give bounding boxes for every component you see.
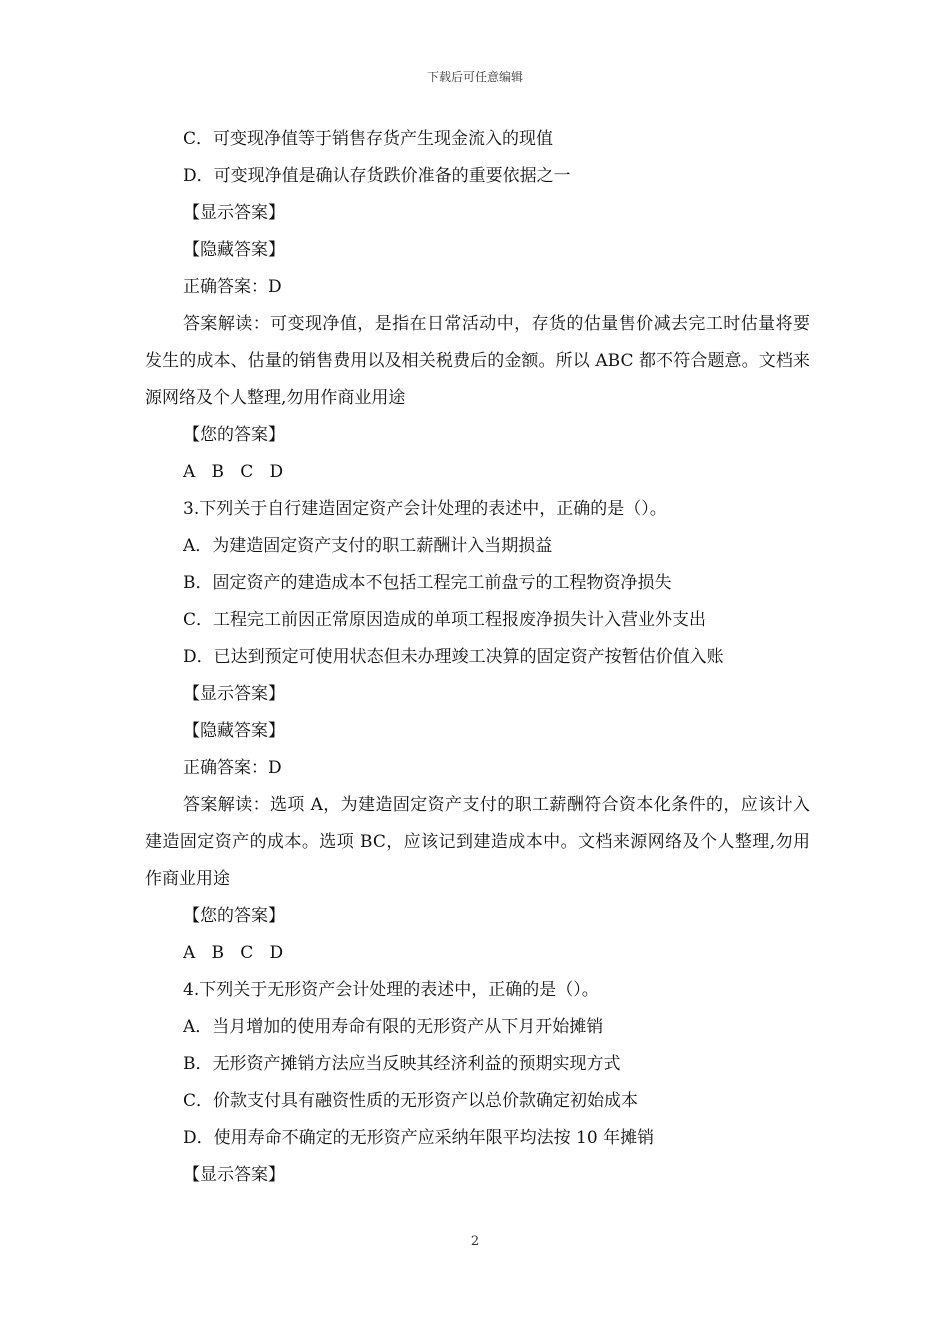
q3-option-c: C．工程完工前因正常原因造成的单项工程报废净损失计入营业外支出: [183, 610, 707, 630]
q3-question: 3.下列关于自行建造固定资产会计处理的表述中，正确的是（）。: [183, 499, 667, 519]
q2-choice-d[interactable]: D: [269, 462, 284, 482]
q4-show-answer-button[interactable]: 【显示答案】: [183, 1165, 285, 1185]
page-header: 下载后可任意编辑: [426, 70, 523, 84]
q3-your-answer-label: 【您的答案】: [183, 906, 285, 926]
q4-option-d: D．使用寿命不确定的无形资产应采纳年限平均法按 10 年摊销: [183, 1128, 655, 1148]
q4-option-c: C．价款支付具有融资性质的无形资产以总价款确定初始成本: [183, 1091, 639, 1111]
q3-option-d: D．已达到预定可使用状态但未办理竣工决算的固定资产按暂估价值入账: [183, 647, 724, 667]
page-number: 2: [470, 1234, 480, 1249]
q2-show-answer-button[interactable]: 【显示答案】: [183, 203, 285, 223]
document-body: [145, 121, 810, 1194]
q3-show-answer-button[interactable]: 【显示答案】: [183, 684, 285, 704]
q2-choice-a[interactable]: A: [183, 462, 196, 482]
q2-answer-choices: [145, 454, 810, 491]
q2-option-d: D．可变现净值是确认存货跌价准备的重要依据之一: [183, 166, 571, 186]
q3-explanation: 答案解读：选项 A，为建造固定资产支付的职工薪酬符合资本化条件的，应该计入建造固定资产的成本。选项 BC，应该记到建造成本中。文档来源网络及个人整理,勿用作商业用途: [145, 795, 810, 889]
q4-question: 4.下列关于无形资产会计处理的表述中，正确的是（）。: [183, 980, 599, 1000]
q2-choice-b[interactable]: B: [211, 462, 224, 482]
q4-option-b: B．无形资产摊销方法应当反映其经济利益的预期实现方式: [183, 1054, 621, 1074]
q4-option-a: A．当月增加的使用寿命有限的无形资产从下月开始摊销: [183, 1017, 604, 1037]
q3-answer-choices: [145, 935, 810, 972]
q3-choice-c[interactable]: C: [240, 943, 254, 963]
q2-option-c: C．可变现净值等于销售存货产生现金流入的现值: [183, 129, 554, 149]
q2-explanation: 答案解读：可变现净值，是指在日常活动中，存货的估量售价减去完工时估量将要发生的成本、估量的销售费用以及相关税费后的金额。所以 ABC 都不符合题意。文档来源网络及个人整理,勿用作商业用途: [145, 314, 810, 408]
q2-hide-answer-button[interactable]: 【隐藏答案】: [183, 240, 285, 260]
q2-your-answer-label: 【您的答案】: [183, 425, 285, 445]
q2-correct-answer: 正确答案：D: [183, 277, 282, 297]
q3-choice-d[interactable]: D: [269, 943, 284, 963]
q3-correct-answer: 正确答案：D: [183, 758, 282, 778]
q3-choice-a[interactable]: A: [183, 943, 196, 963]
q3-hide-answer-button[interactable]: 【隐藏答案】: [183, 721, 285, 741]
q2-choice-c[interactable]: C: [240, 462, 254, 482]
q3-option-a: A．为建造固定资产支付的职工薪酬计入当期损益: [183, 536, 553, 556]
q3-option-b: B．固定资产的建造成本不包括工程完工前盘亏的工程物资净损失: [183, 573, 672, 593]
q3-choice-b[interactable]: B: [211, 943, 224, 963]
